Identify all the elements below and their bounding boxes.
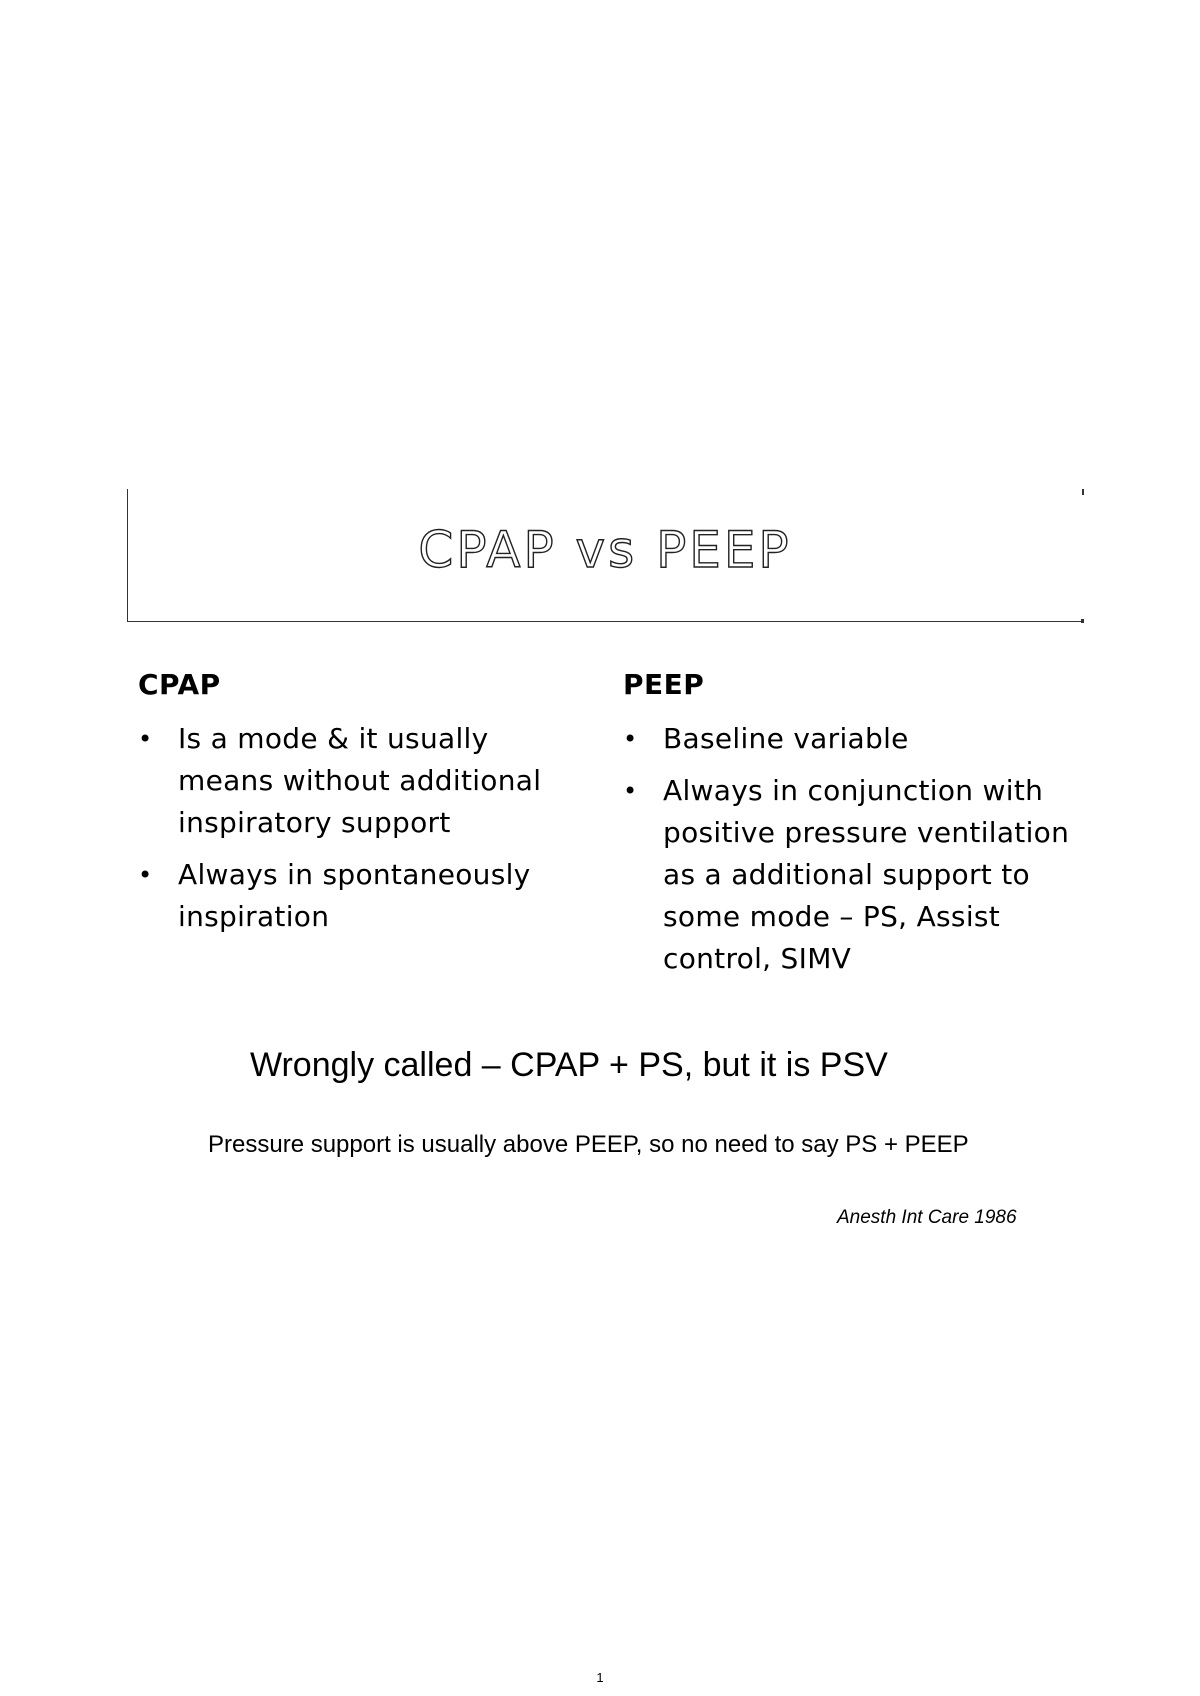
cpap-heading: CPAP: [138, 668, 221, 701]
peep-column: [623, 668, 1093, 990]
subtitle: Wrongly called – CPAP + PS, but it is PSV: [250, 1046, 888, 1084]
note-text: Pressure support is usually above PEEP, so no need to say PS + PEEP: [208, 1131, 969, 1158]
slide-title: CPAP vs PEEP: [418, 521, 792, 579]
bullet-text: Baseline variable: [663, 722, 909, 755]
bullet-icon: •: [138, 725, 153, 753]
bullet-item: [138, 718, 578, 844]
bullet-text: Is a mode & it usually means without additional inspiratory support: [178, 722, 542, 839]
bullet-item: [623, 718, 1093, 760]
peep-heading: PEEP: [623, 668, 705, 701]
page-number: 1: [596, 1670, 604, 1685]
bullet-text: Always in spontaneously inspiration: [178, 858, 531, 933]
bullet-icon: •: [623, 725, 638, 753]
bullet-item: [138, 854, 578, 938]
corner-mark: [1081, 619, 1084, 623]
cpap-column: [138, 668, 578, 948]
slide-title-box: [127, 489, 1082, 622]
corner-mark: [1082, 489, 1084, 495]
bullet-text: Always in conjunction with positive pressure ventilation as a additional support to some mode – PS, Assist control, SIMV: [663, 774, 1070, 975]
bullet-icon: •: [623, 777, 638, 805]
peep-bullet-list: [623, 718, 1093, 980]
citation: Anesth Int Care 1986: [837, 1207, 1017, 1228]
cpap-bullet-list: [138, 718, 578, 938]
bullet-icon: •: [138, 861, 153, 889]
bullet-item: [623, 770, 1093, 980]
